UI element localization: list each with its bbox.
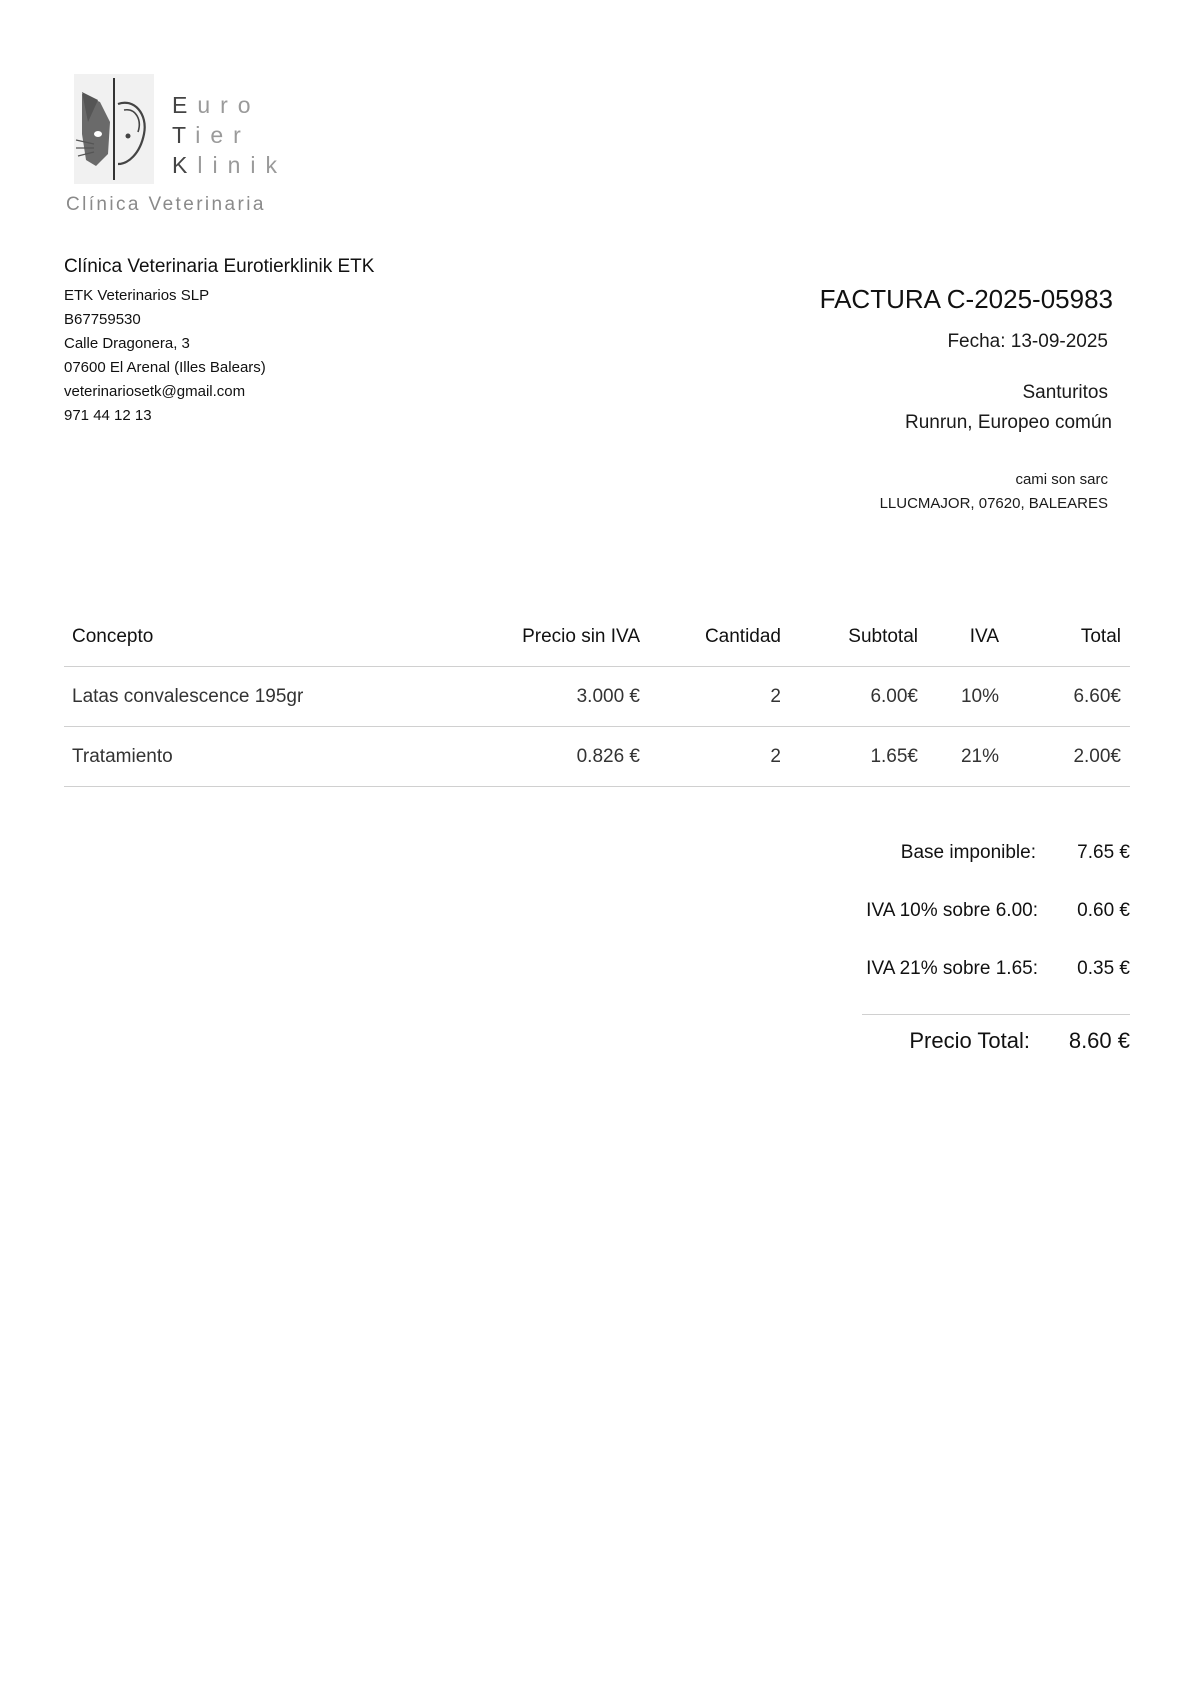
row-iva: 21% bbox=[960, 746, 999, 767]
iva10-label: IVA 10% sobre 6.00: bbox=[866, 900, 1038, 921]
client-pet: Runrun, Europeo común bbox=[904, 412, 1112, 433]
row-iva: 10% bbox=[960, 686, 999, 707]
col-header-price: Precio sin IVA bbox=[522, 626, 640, 647]
col-header-iva: IVA bbox=[969, 626, 999, 647]
logo-word-klinik: Klinik bbox=[172, 152, 287, 178]
clinic-company: ETK Veterinarios SLP bbox=[64, 287, 210, 304]
row-price: 3.000 € bbox=[576, 686, 640, 707]
row-subtotal: 1.65€ bbox=[870, 746, 918, 767]
row-subtotal: 6.00€ bbox=[870, 686, 918, 707]
row-total: 6.60€ bbox=[1073, 686, 1121, 707]
base-imponible-label: Base imponible: bbox=[900, 842, 1036, 863]
col-header-qty: Cantidad bbox=[704, 626, 781, 647]
clinic-name: Clínica Veterinaria Eurotierklinik ETK bbox=[64, 256, 375, 277]
iva10-value: 0.60 € bbox=[1077, 900, 1130, 921]
invoice-date: Fecha: 13-09-2025 bbox=[947, 331, 1108, 352]
client-street: cami son sarc bbox=[1015, 471, 1108, 488]
clinic-logo bbox=[60, 70, 287, 220]
row-qty: 2 bbox=[770, 686, 781, 707]
table-divider bbox=[64, 726, 1130, 727]
table-divider bbox=[64, 666, 1130, 667]
clinic-street: Calle Dragonera, 3 bbox=[64, 335, 190, 352]
clinic-phone: 971 44 12 13 bbox=[64, 407, 152, 424]
client-name: Santuritos bbox=[1022, 382, 1108, 403]
base-imponible-value: 7.65 € bbox=[1077, 842, 1130, 863]
col-header-subtotal: Subtotal bbox=[848, 626, 918, 647]
row-price: 0.826 € bbox=[576, 746, 640, 767]
cat-dog-icon bbox=[74, 74, 154, 184]
row-concept: Latas convalescence 195gr bbox=[72, 686, 304, 707]
totals-divider bbox=[862, 1014, 1130, 1015]
client-city: LLUCMAJOR, 07620, BALEARES bbox=[879, 495, 1108, 512]
clinic-tax-id: B67759530 bbox=[64, 311, 141, 328]
precio-total-value: 8.60 € bbox=[1068, 1028, 1130, 1053]
iva21-label: IVA 21% sobre 1.65: bbox=[866, 958, 1038, 979]
precio-total-label: Precio Total: bbox=[909, 1028, 1030, 1053]
col-header-concept: Concepto bbox=[72, 626, 154, 647]
row-concept: Tratamiento bbox=[72, 746, 173, 767]
iva21-value: 0.35 € bbox=[1077, 958, 1130, 979]
table-divider bbox=[64, 786, 1130, 787]
row-qty: 2 bbox=[770, 746, 781, 767]
invoice-title: FACTURA C-2025-05983 bbox=[819, 284, 1113, 314]
row-total: 2.00€ bbox=[1073, 746, 1121, 767]
logo-subtitle: Clínica Veterinaria bbox=[66, 194, 266, 215]
logo-word-euro: Euro bbox=[172, 92, 261, 118]
clinic-email: veterinariosetk@gmail.com bbox=[64, 383, 246, 400]
clinic-city: 07600 El Arenal (Illes Balears) bbox=[64, 359, 266, 376]
logo-word-tier: Tier bbox=[172, 122, 251, 148]
col-header-total: Total bbox=[1080, 626, 1121, 647]
